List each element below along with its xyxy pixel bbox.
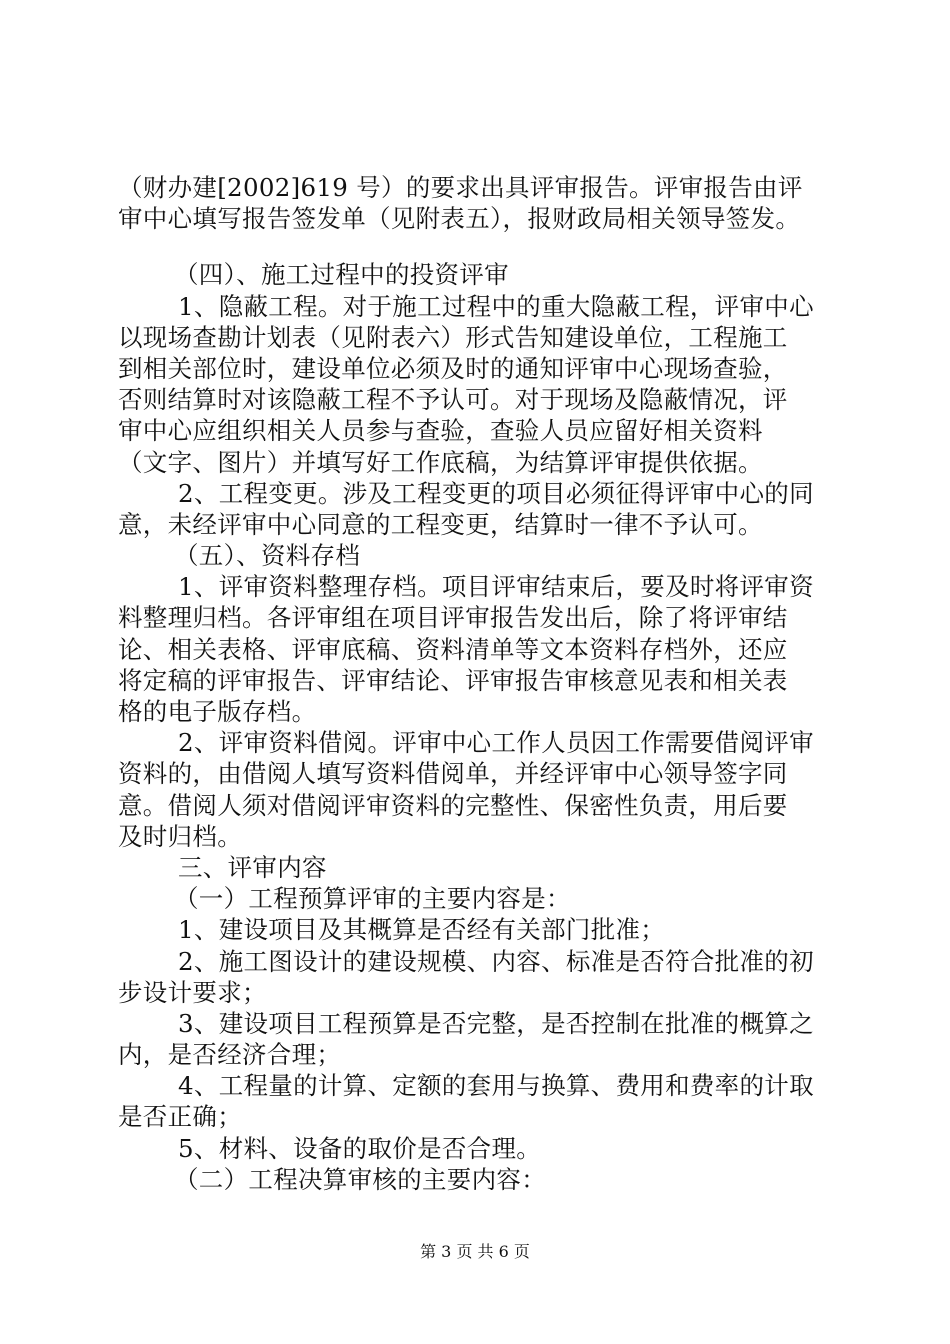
section-heading: （一）工程预算评审的主要内容是： bbox=[174, 884, 571, 914]
paragraph-line: 步设计要求； bbox=[118, 977, 267, 1007]
section-heading: 三、评审内容 bbox=[178, 852, 327, 882]
paragraph-line: 1、隐蔽工程。对于施工过程中的重大隐蔽工程，评审中心 bbox=[178, 291, 814, 321]
paragraph-line: 否则结算时对该隐蔽工程不予认可。对于现场及隐蔽情况，评 bbox=[118, 385, 788, 415]
page-number-footer: 第 3 页 共 6 页 bbox=[420, 1242, 530, 1261]
paragraph-line: 及时归档。 bbox=[118, 821, 242, 851]
paragraph-line: 料整理归档。各评审组在项目评审报告发出后，除了将评审结 bbox=[118, 603, 788, 633]
paragraph-line: 2、工程变更。涉及工程变更的项目必须征得评审中心的同 bbox=[178, 478, 814, 508]
paragraph-line: 资料的，由借阅人填写资料借阅单，并经评审中心领导签字同 bbox=[118, 759, 788, 789]
paragraph-line: 2、施工图设计的建设规模、内容、标准是否符合批准的初 bbox=[178, 946, 814, 976]
paragraph-line: 是否正确； bbox=[118, 1102, 242, 1132]
paragraph-line: 5、材料、设备的取价是否合理。 bbox=[178, 1133, 542, 1163]
paragraph-line: 1、评审资料整理存档。项目评审结束后，要及时将评审资 bbox=[178, 572, 814, 602]
paragraph-line: 1、建设项目及其概算是否经有关部门批准； bbox=[178, 915, 666, 945]
paragraph-line: 将定稿的评审报告、评审结论、评审报告审核意见表和相关表 bbox=[118, 665, 788, 695]
paragraph-line: 意，未经评审中心同意的工程变更，结算时一律不予认可。 bbox=[118, 509, 763, 539]
paragraph-line: 2、评审资料借阅。评审中心工作人员因工作需要借阅评审 bbox=[178, 728, 814, 758]
document-body bbox=[118, 172, 850, 1195]
paragraph-line: 4、工程量的计算、定额的套用与换算、费用和费率的计取 bbox=[178, 1071, 814, 1101]
paragraph-line: 3、建设项目工程预算是否完整，是否控制在批准的概算之 bbox=[178, 1008, 814, 1038]
paragraph-line: 意。借阅人须对借阅评审资料的完整性、保密性负责，用后要 bbox=[118, 790, 788, 820]
paragraph-line: 审中心填写报告签发单（见附表五），报财政局相关领导签发。 bbox=[118, 204, 801, 234]
paragraph-line: 内，是否经济合理； bbox=[118, 1040, 342, 1070]
section-heading: （二）工程决算审核的主要内容： bbox=[174, 1164, 546, 1194]
paragraph-gap bbox=[118, 234, 850, 259]
paragraph-line: 论、相关表格、评审底稿、资料清单等文本资料存档外，还应 bbox=[118, 634, 788, 664]
paragraph-line: （文字、图片）并填写好工作底稿，为结算评审提供依据。 bbox=[118, 447, 763, 477]
section-heading: （五）、资料存档 bbox=[174, 541, 361, 571]
paragraph-line: 到相关部位时，建设单位必须及时的通知评审中心现场查验， bbox=[118, 353, 788, 383]
paragraph-line: 格的电子版存档。 bbox=[118, 697, 317, 726]
paragraph-line: （财办建[2002]619 号）的要求出具评审报告。评审报告由评 bbox=[118, 173, 803, 202]
paragraph-line: 以现场查勘计划表（见附表六）形式告知建设单位，工程施工 bbox=[118, 322, 788, 352]
paragraph-line: 审中心应组织相关人员参与查验，查验人员应留好相关资料 bbox=[118, 416, 763, 446]
section-heading: （四）、施工过程中的投资评审 bbox=[174, 260, 509, 290]
